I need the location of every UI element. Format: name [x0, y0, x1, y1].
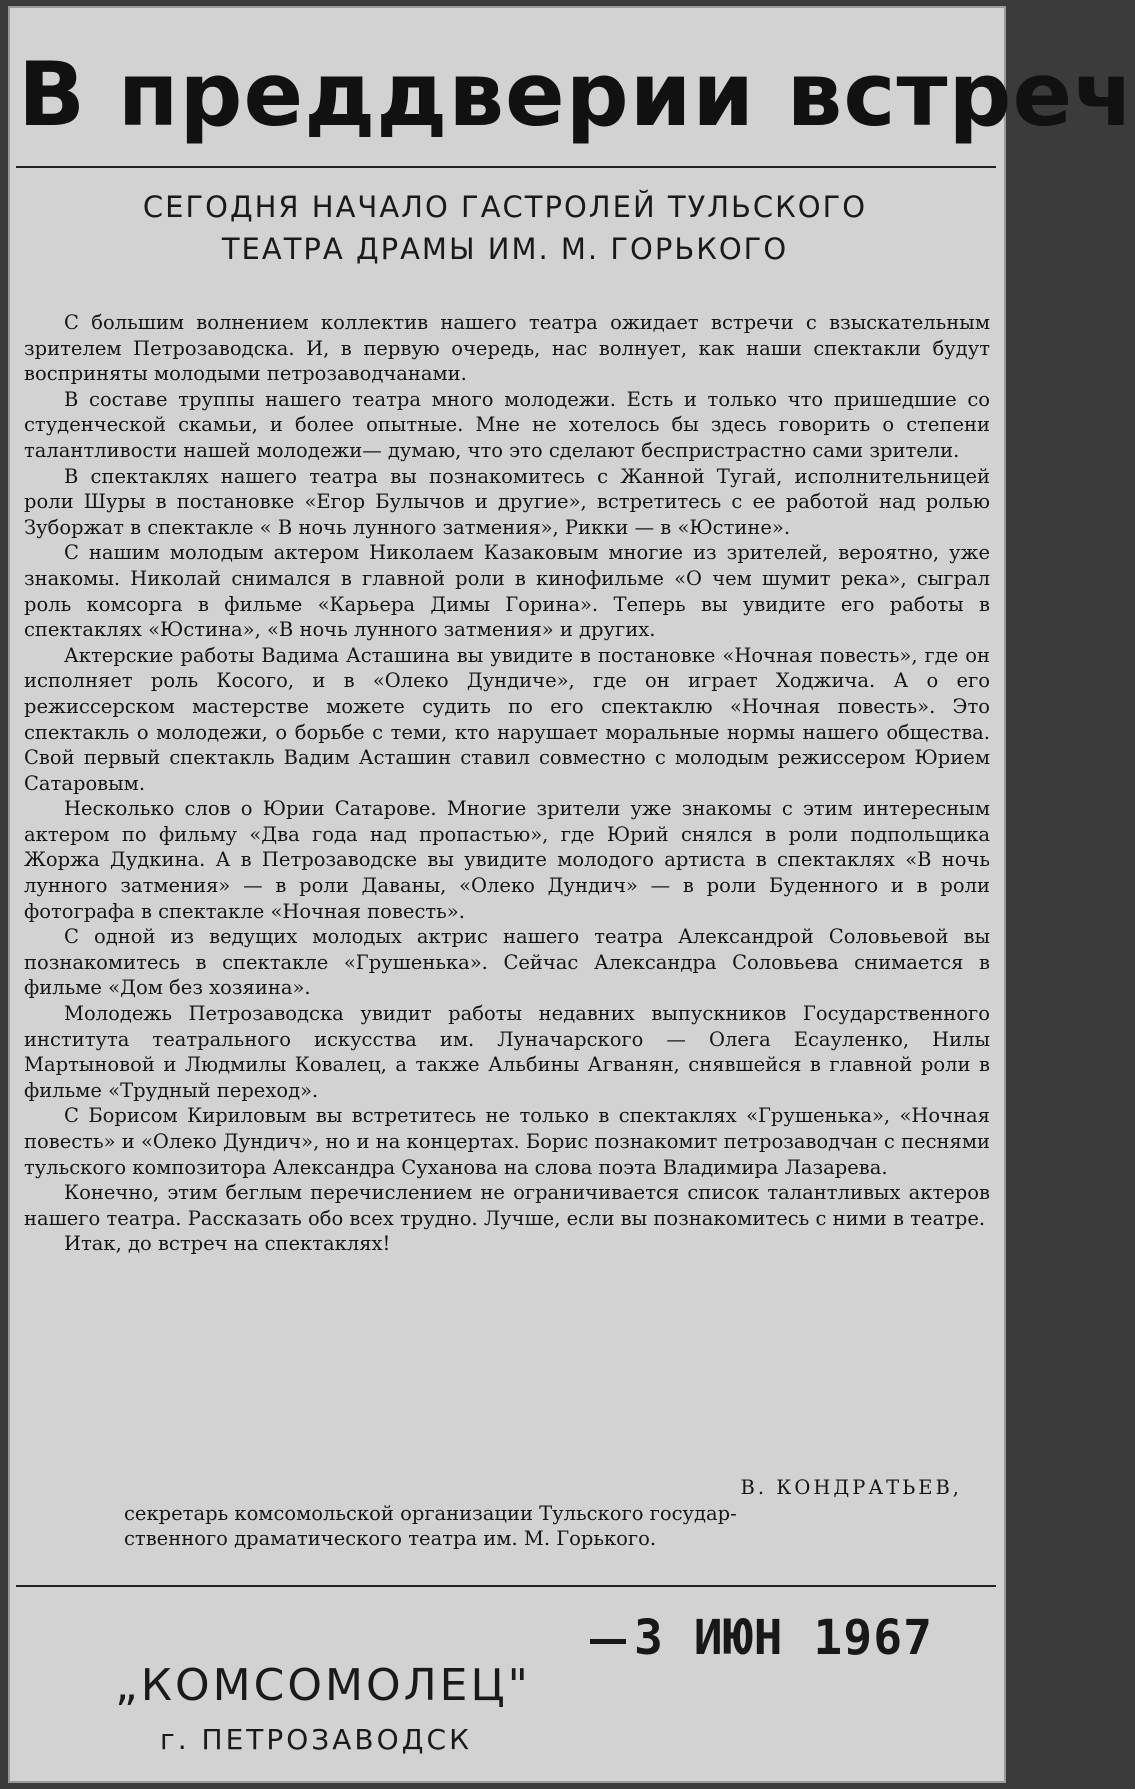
divider-bottom — [16, 1585, 996, 1587]
date-stamp-text: 3 ИЮН 1967 — [634, 1610, 933, 1666]
paragraph: С Борисом Кириловым вы встретитесь не только в спектаклях «Грушенька», «Ночная повесть» и «Олеко Дундич», но и на концертах. Борис познакомит петрозаводчан с песнями тульского композитора Александра Суханова на слова поэта Владимира Лазарева. — [24, 1104, 990, 1179]
paragraph: Молодежь Петрозаводска увидит работы недавних выпускников Государственного института театрального искусства им. Луначарского — Олега Есауленко, Нилы Мартыновой и Людмилы Ковалец, а также Альбины Агванян, снявшейся в главной роли в фильме «Трудный переход». — [24, 1002, 990, 1102]
paragraph: Несколько слов о Юрии Сатарове. Многие зрители уже знакомы с этим интересным актером по фильму «Два года над пропастью», где Юрий снялся в роли подпольщика Жоржа Дудкина. А в Петрозаводске вы увидите молодого артиста в спектаклях «В ночь лунного затмения» — в роли Даваны, «Олеко Дундич» — в роли Буденного и в роли фотографа в спектакле «Ночная повесть». — [24, 797, 990, 923]
date-stamp — [590, 1598, 970, 1678]
paragraph: С большим волнением коллектив нашего театра ожидает встречи с взыскательным зрителем Петрозаводска. И, в первую очередь, нас волнует, как наши спектакли будут восприняты молодыми петрозаводчанами. — [24, 311, 990, 386]
headline: В преддверии встреч — [18, 43, 1135, 146]
article-body — [24, 310, 990, 1625]
paragraph: В составе труппы нашего театра много молодежи. Есть и только что пришедшие со студенческой скамьи, и более опытные. Мне не хотелось бы здесь говорить о степени талантливости нашей молодежи— думаю, что это сделают беспристрастно сами зрители. — [24, 387, 990, 462]
subheadline-line-2: ТЕАТРА ДРАМЫ ИМ. М. ГОРЬКОГО — [221, 232, 789, 266]
paragraph: В спектаклях нашего театра вы познакомитесь с Жанной Тугай, исполнительницей роли Шуры в постановке «Егор Булычов и другие», встретитесь с ее работой над ролью Зуборжат в спектакле « В ночь лунного затмения», Рикки — в «Юстине». — [24, 464, 990, 539]
author-title-line-2: ственного драматического театра им. М. Горького. — [124, 1527, 657, 1551]
subheadline-line-1: СЕГОДНЯ НАЧАЛО ГАСТРОЛЕЙ ТУЛЬСКОГО — [142, 190, 868, 224]
paragraph: Актерские работы Вадима Асташина вы увидите в постановке «Ночная повесть», где он исполняет роль Косого, и в «Олеко Дундиче», где он играет Ходжича. А о его режиссерском мастерстве можете судить по его спектаклю «Ночная повесть». Это спектакль о молодежи, о борьбе с теми, кто нарушает моральные нормы нашего общества. Свой первый спектакль Вадим Асташин ставил совместно с молодым режиссером Юрием Сатаровым. — [24, 643, 990, 795]
newspaper-name-stamp: „КОМСОМОЛЕЦ" — [115, 1660, 531, 1711]
paragraph: Итак, до встреч на спектаклях! — [64, 1232, 391, 1256]
author-title-line-1: секретарь комсомольской организации Тульского государ- — [124, 1501, 737, 1525]
subheadline — [30, 186, 980, 270]
paragraph: С одной из ведущих молодых актрис нашего театра Александрой Соловьевой вы познакомитесь в спектакле «Грушенька». Сейчас Александра Соловьева снимается в фильме «Дом без хозяина». — [24, 925, 990, 1000]
author-name: В. КОНДРАТЬЕВ, — [740, 1476, 962, 1499]
divider-top — [16, 166, 996, 168]
stamp-dash — [590, 1639, 626, 1644]
paragraph: Конечно, этим беглым перечислением не ограничивается список талантливых актеров нашего театра. Рассказать обо всех трудно. Лучше, если вы познакомитесь с ними в театре. — [24, 1181, 990, 1230]
signature-block — [24, 1475, 982, 1552]
newspaper-city-stamp: г. ПЕТРОЗАВОДСК — [160, 1723, 472, 1756]
paragraph: С нашим молодым актером Николаем Казаковым многие из зрителей, вероятно, уже знакомы. Николай снимался в главной роли в кинофильме «О чем шумит река», сыграл роль комсорга в фильме «Карьера Димы Горина». Теперь вы увидите его работы в спектаклях «Юстина», «В ночь лунного затмения» и других. — [24, 541, 990, 642]
